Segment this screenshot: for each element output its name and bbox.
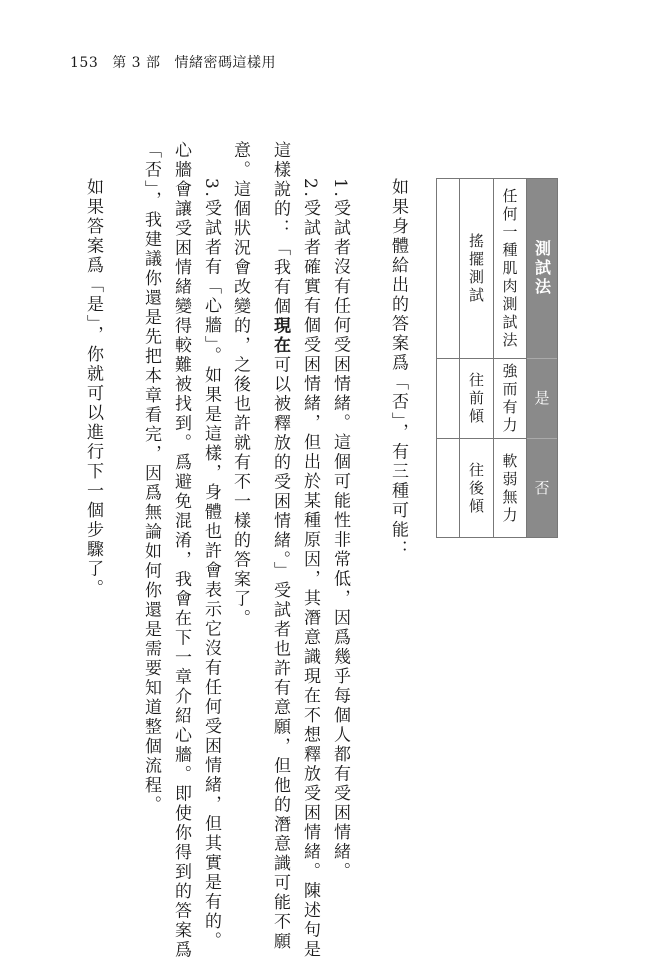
paragraph-3-line-1: 3.受試者有「心牆」。如果是這樣，身體也許會表示它沒有任何受困情緒，但其實是有的。 <box>201 178 221 952</box>
table-header-method: 測試法 <box>527 179 557 359</box>
table-header-no: 否 <box>532 479 551 498</box>
paragraph-2-line-2: 這樣說的：「我有個現在可以被釋放的受困情緒。」受試者也許有意願，但他的潛意識可能不願 <box>270 141 290 952</box>
closing-line: 如果答案爲「是」，你就可以進行下一個步驟了。 <box>83 178 103 599</box>
emphasis-now: 現在 <box>270 316 290 356</box>
table-header-column <box>526 179 557 537</box>
table-cell-backward: 往後傾 <box>467 461 485 516</box>
table-cell-strong: 強而有力 <box>494 359 526 439</box>
paragraph-2-line-3: 意。這個狀況會改變的，之後也許就有不一樣的答案了。 <box>230 141 250 629</box>
table-cell-weak: 軟弱無力 <box>500 452 519 525</box>
table-row-sway-test <box>459 179 493 537</box>
table-empty-column <box>437 179 459 537</box>
paragraph-1: 1.受試者沒有任何受困情緒。這個可能性非常低，因爲幾乎每個人都有受困情緒。 <box>330 178 350 882</box>
paragraph-3-line-3: 「否」，我建議你還是先把本章看完，因爲無論如何你還是需要知道整個流程。 <box>141 141 161 815</box>
table-cell-sway-test: 搖擺測試 <box>460 179 493 359</box>
intro-line: 如果身體給出的答案爲「否」，有三種可能： <box>388 178 408 560</box>
table-row-muscle-test <box>493 179 526 537</box>
table-cell-muscle-test: 任何一種肌肉測試法 <box>494 179 526 359</box>
table-header-yes: 是 <box>527 359 557 439</box>
table-cell-forward: 往前傾 <box>460 359 493 439</box>
running-header <box>70 52 276 72</box>
paragraph-3-line-2: 心牆會讓受困情緒變得較難被找到。爲避免混淆，我會在下一章介紹心牆。即使你得到的答案爲 <box>171 141 191 960</box>
paragraph-2-line-1: 2.受試者確實有個受困情緒，但出於某種原因，其潛意識現在不想釋放受困情緒。陳述句是 <box>300 178 320 960</box>
test-method-table <box>436 178 558 538</box>
chapter-title: 情緒密碼這樣用 <box>174 55 277 71</box>
part-label: 第 3 部 <box>112 55 161 71</box>
page-number: 153 <box>70 55 99 71</box>
